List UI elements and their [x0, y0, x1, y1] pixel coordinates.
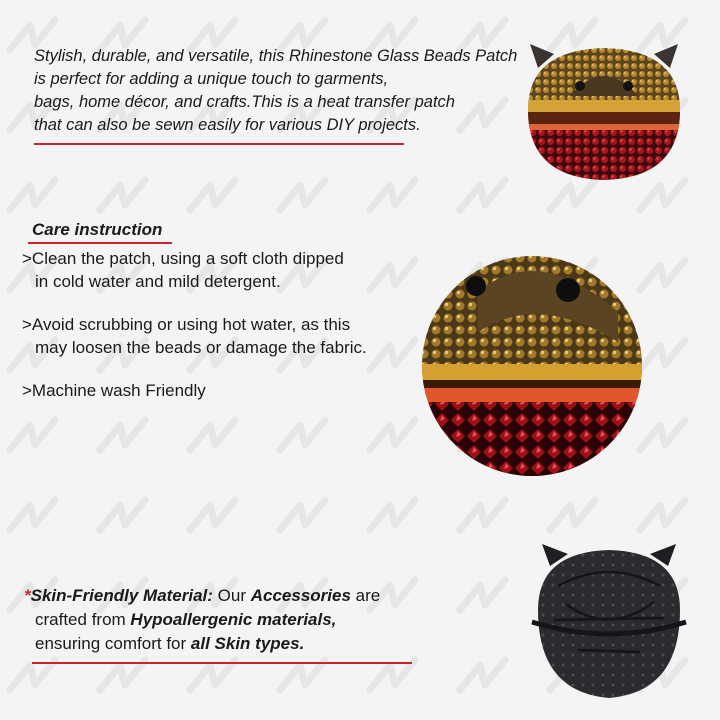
accessories-text: Accessories [250, 586, 351, 605]
patch-front-image [510, 38, 698, 188]
care-item-line: >Clean the patch, using a soft cloth dipped [22, 249, 344, 268]
skin-divider [32, 662, 412, 664]
intro-line: bags, home décor, and crafts.This is a heat transfer patch [34, 93, 455, 111]
care-item [22, 313, 412, 359]
skin-label: Skin-Friendly Material: [30, 586, 213, 605]
care-title-underline [28, 242, 172, 244]
skin-text: are [350, 586, 381, 605]
care-item-line: >Machine wash Friendly [22, 381, 206, 400]
materials-text: Hypoallergenic materials, [130, 610, 337, 629]
care-list [22, 247, 412, 422]
skin-text: ensuring comfort for [35, 634, 191, 653]
intro-divider [34, 143, 404, 145]
skin-friendly-note [24, 584, 424, 656]
skin-line [24, 632, 424, 656]
care-item-line: in cold water and mild detergent. [35, 272, 281, 291]
skin-text: Our [212, 586, 251, 605]
skin-line [24, 608, 424, 632]
patch-back-image [518, 540, 700, 708]
intro-line: is perfect for adding a unique touch to garments, [34, 70, 389, 88]
patch-closeup-image [418, 252, 646, 480]
care-item-line: may loosen the beads or damage the fabric. [35, 338, 367, 357]
care-item [22, 379, 412, 402]
asterisk: * [24, 586, 31, 605]
skin-types-text: all Skin types. [190, 634, 305, 653]
intro-line: that can also be sewn easily for various DIY projects. [34, 116, 421, 134]
skin-line [24, 584, 424, 608]
intro-paragraph [34, 45, 534, 137]
intro-line: Stylish, durable, and versatile, this Rhinestone Glass Beads Patch [34, 47, 518, 65]
care-title: Care instruction [32, 220, 163, 239]
skin-text: crafted from [35, 610, 131, 629]
care-item [22, 247, 412, 293]
care-item-line: >Avoid scrubbing or using hot water, as this [22, 315, 351, 334]
